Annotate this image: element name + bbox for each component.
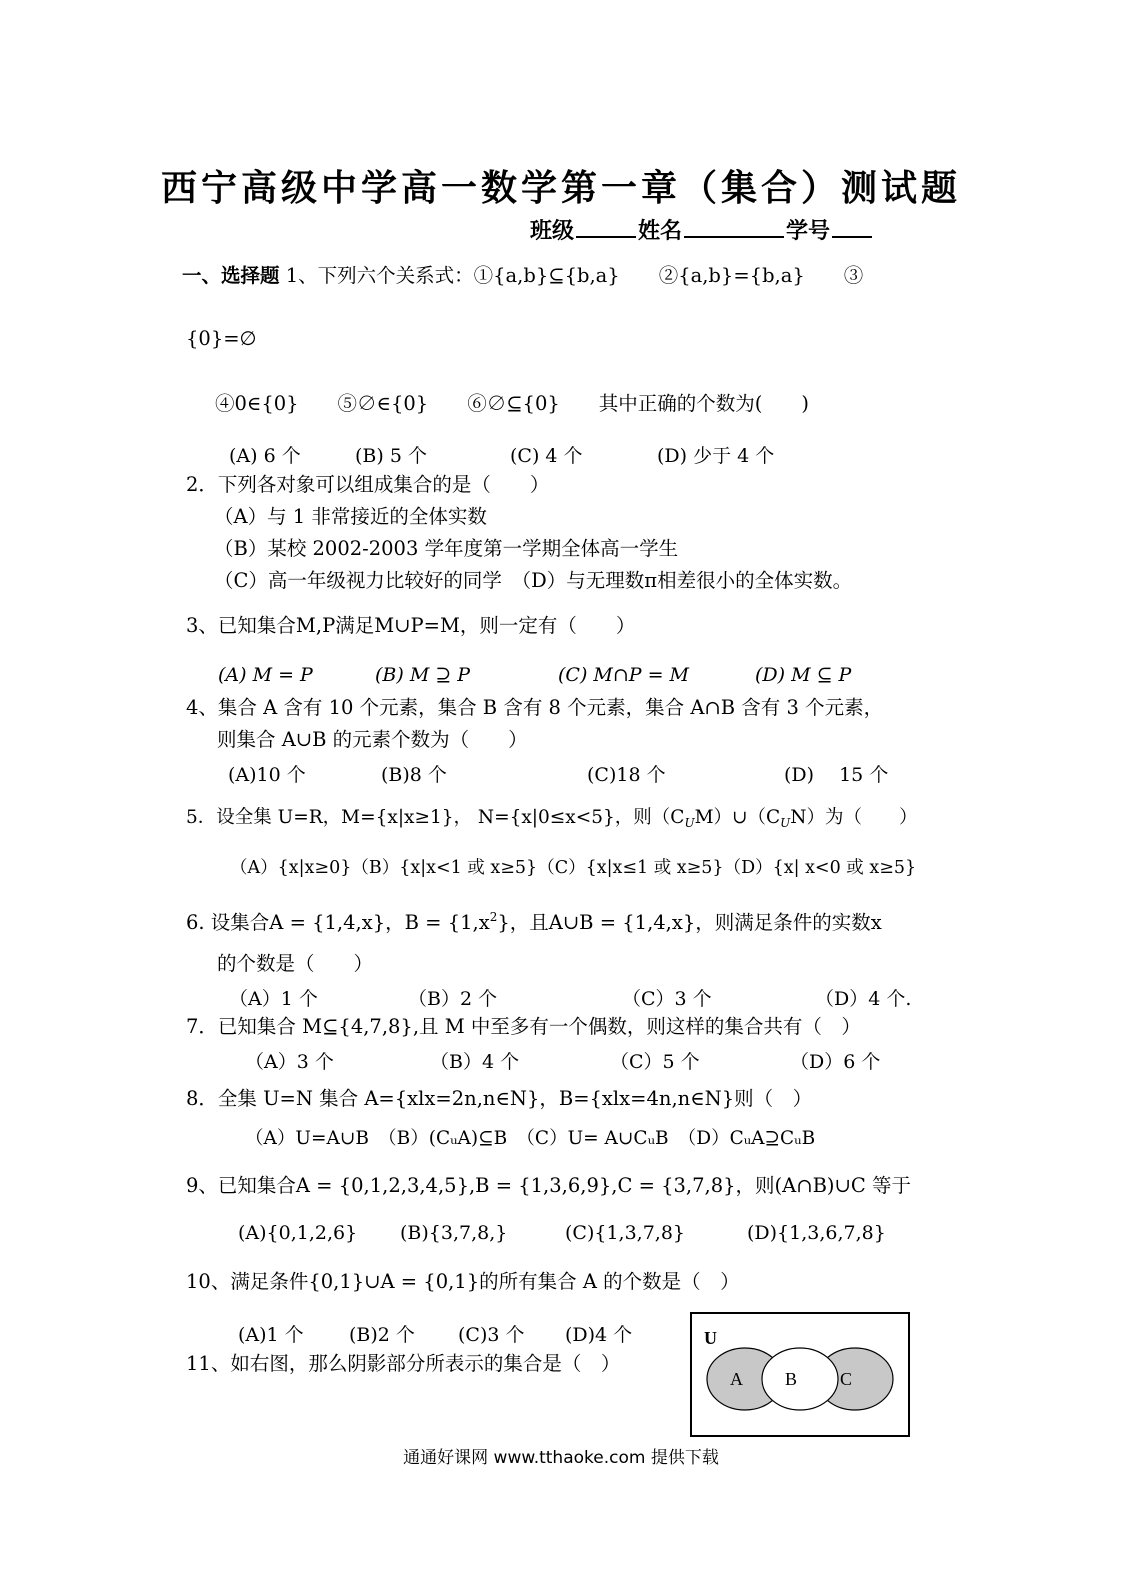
q7-stem: 7．已知集合 M⊆{4,7,8},且 M 中至多有一个偶数，则这样的集合共有（ ） xyxy=(186,1015,861,1038)
q2-option-a: （A）与 1 非常接近的全体实数 xyxy=(214,505,487,528)
label-c: C xyxy=(840,1369,853,1389)
q6-stem xyxy=(186,903,882,937)
q1-stem-line xyxy=(182,262,863,290)
q5-subscript-2: U xyxy=(780,816,791,830)
q7-option-b: （B）4 个 xyxy=(430,1051,520,1073)
q4-option-c: (C)18 个 xyxy=(587,764,666,786)
q1-line2: {0}=∅ xyxy=(186,327,257,350)
q1-option-d: (D) 少于 4 个 xyxy=(657,445,775,467)
q4-stem: 4、集合 A 含有 10 个元素，集合 B 含有 8 个元素，集合 A∩B 含有 3 个元素， xyxy=(186,696,884,719)
q5-subscript-1: U xyxy=(684,816,695,830)
q6-option-d: （D）4 个. xyxy=(815,988,912,1010)
page-title: 西宁高级中学高一数学第一章（集合）测试题 xyxy=(160,167,961,209)
id-blank[interactable] xyxy=(832,216,872,238)
q1-option-b: (B) 5 个 xyxy=(355,445,427,467)
q1-stem: 1、下列六个关系式：①{a,b}⊆{b,a} ②{a,b}={b,a} ③ xyxy=(285,264,864,287)
q5-options: （A）{x|x≥0}（B）{x|x<1 或 x≥5}（C）{x|x≤1 或 x≥5}（D）{x| x<0 或 x≥5} xyxy=(230,858,917,878)
label-a: A xyxy=(730,1369,743,1389)
q10-option-d: (D)4 个 xyxy=(565,1324,633,1346)
q9-option-c: (C){1,3,7,8} xyxy=(565,1222,686,1244)
class-label: 班级 xyxy=(530,218,575,244)
q7-option-d: （D）6 个 xyxy=(790,1051,881,1073)
q1-line3: ④0∈{0} ⑤∅∈{0} ⑥∅⊆{0} 其中正确的个数为( ) xyxy=(215,392,809,415)
name-blank[interactable] xyxy=(684,216,784,238)
q6-stem-pre: 6. 设集合A = {1,4,x}，B = {1,x xyxy=(186,911,490,934)
section-heading: 一、选择题 xyxy=(182,264,280,287)
q9-stem: 9、已知集合A = {0,1,2,3,4,5},B = {1,3,6,9},C = {3,7,8}，则(A∩B)∪C 等于 xyxy=(186,1174,911,1197)
set-b-circle xyxy=(762,1348,838,1410)
q4-stem2: 则集合 A∪B 的元素个数为（ ） xyxy=(217,728,528,751)
q9-option-a: (A){0,1,2,6} xyxy=(238,1222,358,1244)
q5-stem-mid: M）∪（C xyxy=(694,807,781,828)
q2-stem: 2．下列各对象可以组成集合的是（ ） xyxy=(186,473,550,496)
q6-superscript: 2 xyxy=(489,910,498,924)
q6-stem2: 的个数是（ ） xyxy=(217,952,374,975)
q10-option-c: (C)3 个 xyxy=(458,1324,525,1346)
q9-option-b: (B){3,7,8,} xyxy=(400,1222,508,1244)
q11-stem: 11、如右图，那么阴影部分所表示的集合是（ ） xyxy=(186,1352,621,1375)
venn-diagram xyxy=(690,1312,910,1437)
class-blank[interactable] xyxy=(576,216,636,238)
q5-stem xyxy=(186,804,918,837)
footer-text: 通通好课网 www.tthaoke.com 提供下载 xyxy=(403,1448,719,1468)
label-b: B xyxy=(785,1369,798,1389)
q1-option-a: (A) 6 个 xyxy=(229,445,301,467)
q1-option-c: (C) 4 个 xyxy=(510,445,583,467)
q3-option-c: (C) M∩P = M xyxy=(558,664,690,686)
q7-option-a: （A）3 个 xyxy=(245,1051,334,1073)
q3-option-d: (D) M ⊆ P xyxy=(755,664,852,686)
q6-option-a: （A）1 个 xyxy=(229,988,318,1010)
q4-option-a: (A)10 个 xyxy=(228,764,306,786)
q9-option-d: (D){1,3,6,7,8} xyxy=(747,1222,886,1244)
q10-option-a: (A)1 个 xyxy=(238,1324,304,1346)
q4-option-b: (B)8 个 xyxy=(381,764,447,786)
q3-stem: 3、已知集合M,P满足M∪P=M，则一定有（ ） xyxy=(186,614,636,637)
q3-option-a: (A) M = P xyxy=(218,664,313,686)
student-info xyxy=(530,214,874,245)
q2-option-b: （B）某校 2002-2003 学年度第一学期全体高一学生 xyxy=(214,537,679,560)
q6-option-b: （B）2 个 xyxy=(408,988,498,1010)
q10-option-b: (B)2 个 xyxy=(349,1324,415,1346)
q5-stem-pre: 5．设全集 U=R，M={x|x≥1}， N={x|0≤x<5}，则（C xyxy=(186,807,685,828)
q2-option-cd: （C）高一年级视力比较好的同学 （D）与无理数π相差很小的全体实数。 xyxy=(214,569,853,592)
q10-stem: 10、满足条件{0,1}∪A = {0,1}的所有集合 A 的个数是（ ） xyxy=(186,1270,740,1293)
id-label: 学号 xyxy=(786,218,831,244)
q8-stem: 8．全集 U=N 集合 A={xlx=2n,n∈N}，B={xlx=4n,n∈N}则（ ） xyxy=(186,1087,813,1110)
q8-options: （A）U=A∪B （B）(CᵤA)⊆B （C）U= A∪CᵤB （D）CᵤA⊇CᵤB xyxy=(245,1128,816,1149)
q5-stem-post: N）为（ ） xyxy=(790,807,918,828)
name-label: 姓名 xyxy=(638,218,683,244)
label-u: U xyxy=(704,1328,717,1348)
q4-option-d: (D) 15 个 xyxy=(784,764,889,786)
q6-option-c: （C）3 个 xyxy=(622,988,712,1010)
q6-stem-post: }，且A∪B = {1,4,x}，则满足条件的实数x xyxy=(497,911,882,934)
q3-option-b: (B) M ⊇ P xyxy=(375,664,471,686)
q7-option-c: （C）5 个 xyxy=(610,1051,700,1073)
